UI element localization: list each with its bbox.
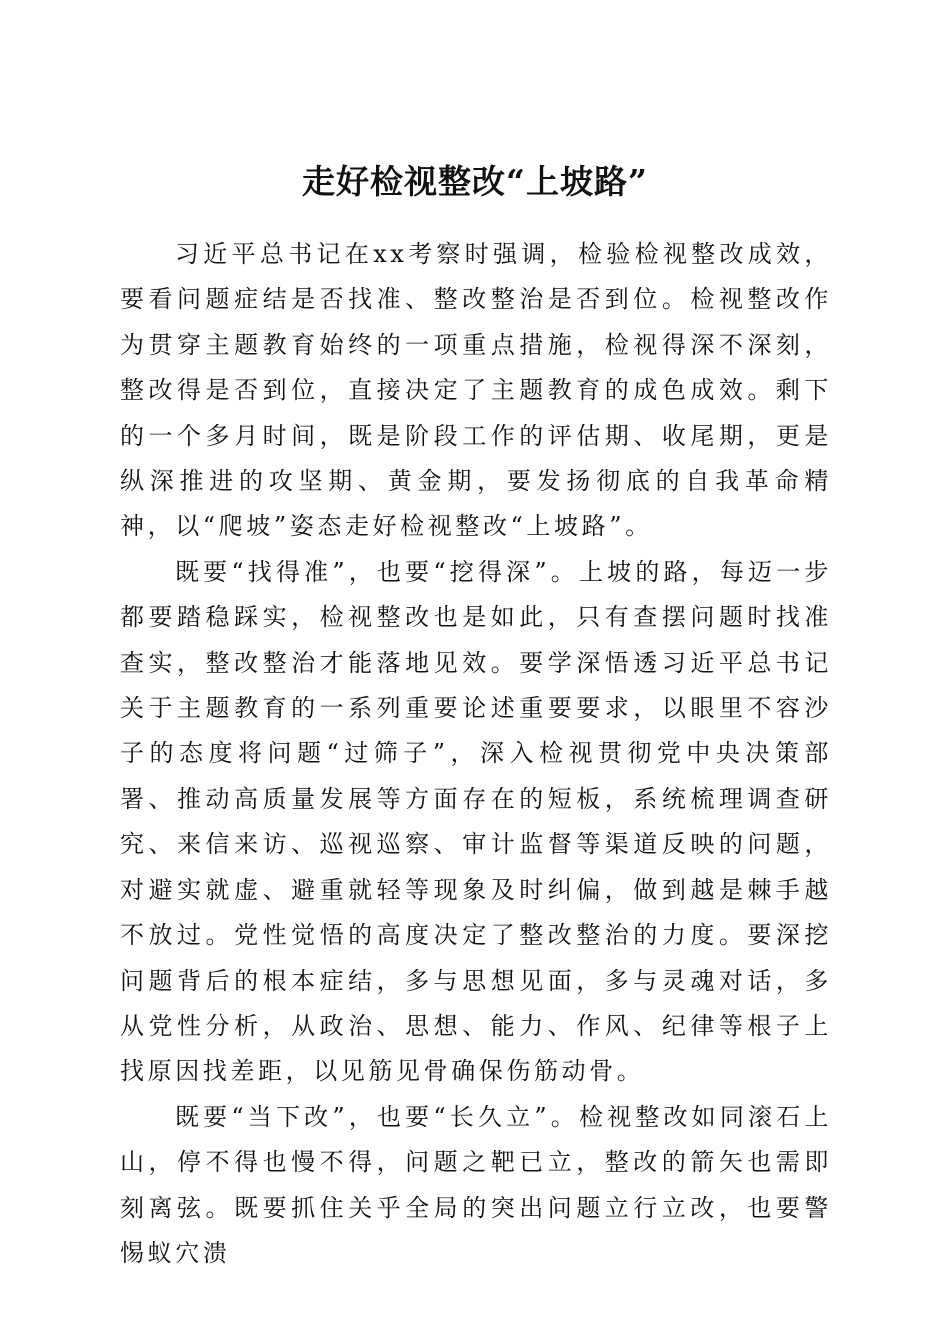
paragraph-1: 习近平总书记在xx考察时强调，检验检视整改成效，要看问题症结是否找准、整改整治是否到位。检视整改作为贯穿主题教育始终的一项重点措施，检视得深不深刻，整改得是否到位，直接决定了主题教育的成色成效。剩下的一个多月时间，既是阶段工作的评估期、收尾期，更是纵深推进的攻坚期、黄金期，要发扬彻底的自我革命精神，以“爬坡”姿态走好检视整改“上坡路”。 <box>120 240 832 541</box>
paragraph-2: 既要“找得准”，也要“挖得深”。上坡的路，每迈一步都要踏稳踩实，检视整改也是如此，只有查摆问题时找准查实，整改整治才能落地见效。要学深悟透习近平总书记关于主题教育的一系列重要论述重要要求，以眼里不容沙子的态度将问题“过筛子”，深入检视贯彻党中央决策部署、推动高质量发展等方面存在的短板，系统梳理调查研究、来信来访、巡视巡察、审计监督等渠道反映的问题，对避实就虚、避重就轻等现象及时纠偏，做到越是棘手越不放过。党性觉悟的高度决定了整改整治的力度。要深挖问题背后的根本症结，多与思想见面，多与灵魂对话，多从党性分析，从政治、思想、能力、作风、纪律等根子上找原因找差距，以见筋见骨确保伤筋动骨。 <box>120 557 832 1086</box>
paragraph-3: 既要“当下改”，也要“长久立”。检视整改如同滚石上山，停不得也慢不得，问题之靶已立，整改的箭矢也需即刻离弦。既要抓住关乎全局的突出问题立行立改，也要警惕蚁穴溃 <box>120 1102 832 1267</box>
document-title: 走好检视整改“上坡路” <box>302 162 648 202</box>
document-body <box>120 232 832 1276</box>
